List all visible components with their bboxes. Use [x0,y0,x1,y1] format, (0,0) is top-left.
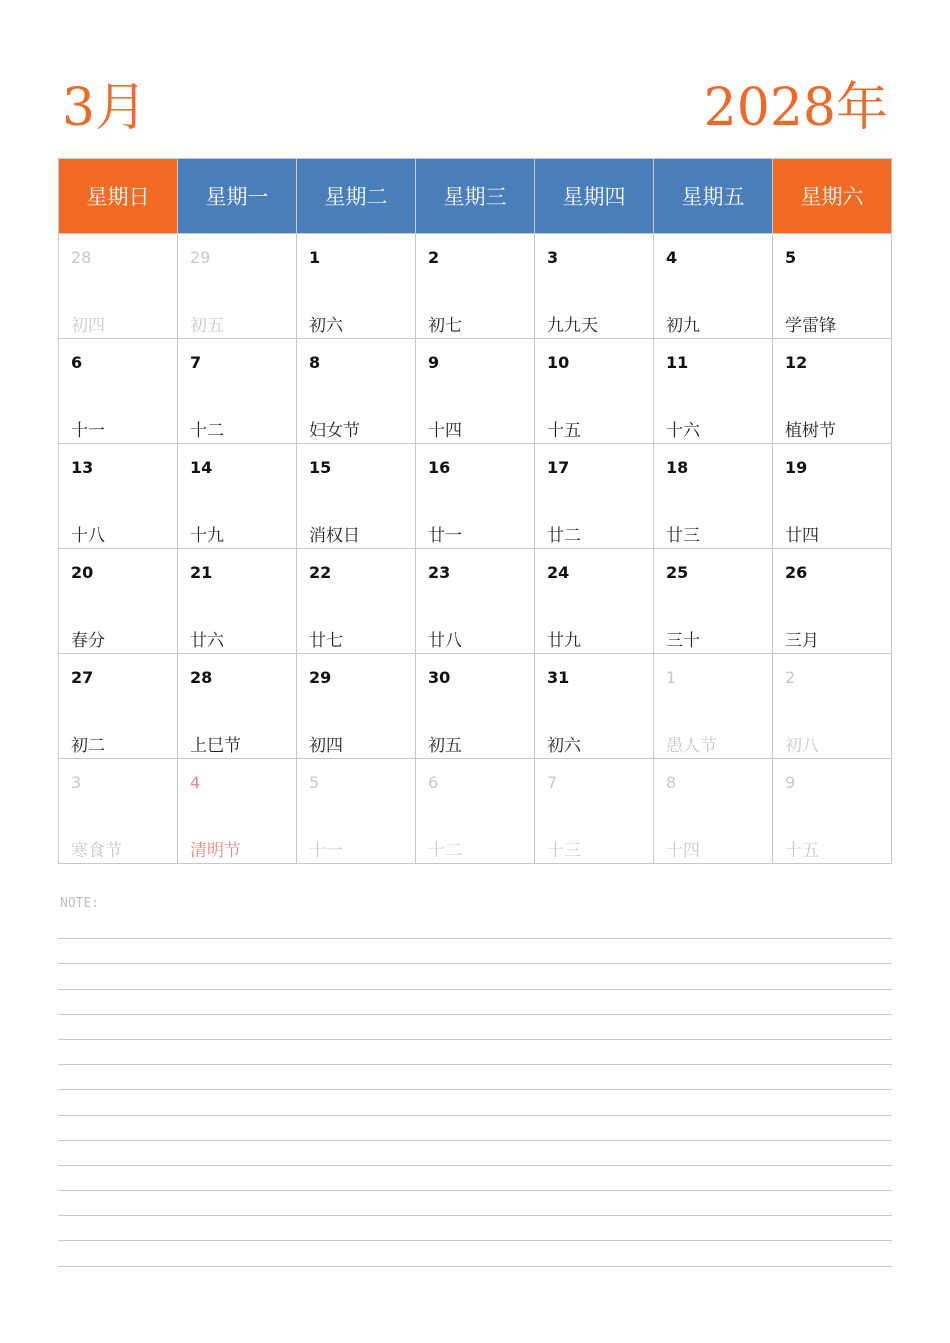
day-cell[interactable] [535,444,654,549]
day-number: 21 [190,563,213,582]
note-line [58,1191,892,1216]
day-cell[interactable] [59,759,178,864]
note-line [58,990,892,1015]
day-number: 16 [428,458,451,477]
day-number: 18 [666,458,689,477]
note-label: NOTE: [60,896,100,911]
day-cell[interactable] [178,339,297,444]
day-number: 10 [547,353,570,372]
day-cell[interactable] [416,444,535,549]
lunar-label: 初五 [190,316,224,336]
day-number: 4 [666,248,678,267]
lunar-label: 廿七 [309,631,343,651]
lunar-label: 清明节 [190,841,241,861]
lunar-label: 妇女节 [309,421,360,441]
day-number: 3 [71,773,82,792]
day-cell[interactable] [535,339,654,444]
day-number: 2 [785,668,796,687]
note-line [58,1065,892,1090]
note-line [58,1015,892,1040]
day-cell[interactable] [654,759,773,864]
day-cell[interactable] [178,549,297,654]
lunar-label: 上巳节 [190,736,241,756]
day-cell[interactable] [535,549,654,654]
day-cell[interactable] [654,339,773,444]
day-cell[interactable] [773,759,892,864]
week-row [59,444,893,549]
week-row [59,549,893,654]
day-number: 27 [71,668,94,687]
day-number: 26 [785,563,808,582]
lunar-label: 初九 [666,316,700,336]
day-number: 5 [309,773,320,792]
day-number: 29 [309,668,332,687]
lunar-label: 十九 [190,526,224,546]
lunar-label: 十八 [71,526,105,546]
day-cell[interactable] [654,654,773,759]
day-number: 22 [309,563,332,582]
weekday-header-fri: 星期五 [654,159,773,234]
lunar-label: 初五 [428,736,462,756]
day-number: 15 [309,458,332,477]
day-cell[interactable] [535,234,654,339]
day-cell[interactable] [416,549,535,654]
weekday-header-wed: 星期三 [416,159,535,234]
day-number: 20 [71,563,94,582]
note-lines [58,914,892,1267]
note-line [58,964,892,989]
lunar-label: 寒食节 [71,841,122,861]
day-number: 13 [71,458,94,477]
day-number: 23 [428,563,451,582]
lunar-label: 初六 [309,316,343,336]
day-number: 12 [785,353,808,372]
day-cell[interactable] [773,234,892,339]
day-number: 1 [666,668,677,687]
lunar-label: 初四 [309,736,343,756]
day-number: 9 [785,773,796,792]
note-line [58,939,892,964]
weekday-header-row [59,159,893,234]
lunar-label: 消权日 [309,526,360,546]
lunar-label: 初二 [71,736,105,756]
day-number: 30 [428,668,451,687]
day-cell[interactable] [59,654,178,759]
lunar-label: 十一 [71,421,105,441]
day-cell[interactable] [297,339,416,444]
note-line [58,1166,892,1191]
day-cell[interactable] [297,549,416,654]
day-cell[interactable] [654,234,773,339]
day-cell[interactable] [773,339,892,444]
weekday-header-mon: 星期一 [178,159,297,234]
day-number: 8 [666,773,677,792]
lunar-label: 三月 [785,631,819,651]
note-line [58,1040,892,1065]
day-number: 24 [547,563,570,582]
day-cell[interactable] [773,444,892,549]
note-line [58,914,892,939]
lunar-label: 春分 [71,631,105,651]
note-line [58,1241,892,1266]
day-number: 8 [309,353,321,372]
day-number: 5 [785,248,797,267]
week-row [59,234,893,339]
note-line [58,1116,892,1141]
day-cell[interactable] [416,234,535,339]
note-line [58,1141,892,1166]
day-cell[interactable] [297,444,416,549]
day-number: 25 [666,563,689,582]
day-number: 6 [428,773,439,792]
lunar-label: 廿一 [428,526,462,546]
day-number: 19 [785,458,808,477]
calendar-grid [58,158,893,864]
day-cell[interactable] [178,654,297,759]
day-number: 28 [71,248,92,267]
lunar-label: 三十 [666,631,700,651]
week-row [59,339,893,444]
lunar-label: 廿六 [190,631,224,651]
day-number: 11 [666,353,689,372]
day-number: 2 [428,248,440,267]
lunar-label: 廿四 [785,526,819,546]
lunar-label: 初四 [71,316,105,336]
day-cell[interactable] [773,654,892,759]
lunar-label: 初六 [547,736,581,756]
day-number: 7 [547,773,558,792]
lunar-label: 十四 [666,841,700,861]
note-line [58,1216,892,1241]
lunar-label: 十三 [547,841,581,861]
day-cell[interactable] [535,759,654,864]
weekday-header-sat: 星期六 [773,159,892,234]
day-number: 31 [547,668,570,687]
day-number: 28 [190,668,213,687]
lunar-label: 十二 [190,421,224,441]
lunar-label: 十一 [309,841,343,861]
day-cell[interactable] [773,549,892,654]
day-cell[interactable] [535,654,654,759]
day-number: 29 [190,248,211,267]
week-row [59,759,893,864]
lunar-label: 十四 [428,421,462,441]
lunar-label: 廿八 [428,631,462,651]
weekday-header-sun: 星期日 [59,159,178,234]
weekday-header-thu: 星期四 [535,159,654,234]
day-cell[interactable] [178,234,297,339]
lunar-label: 十五 [785,841,819,861]
day-number: 1 [309,248,321,267]
day-cell[interactable] [59,444,178,549]
lunar-label: 十五 [547,421,581,441]
day-cell[interactable] [59,339,178,444]
lunar-label: 廿九 [547,631,581,651]
day-number: 3 [547,248,559,267]
day-number: 14 [190,458,213,477]
day-cell[interactable] [416,654,535,759]
day-cell[interactable] [416,759,535,864]
lunar-label: 廿三 [666,526,700,546]
lunar-label: 植树节 [785,421,836,441]
week-row [59,654,893,759]
lunar-label: 廿二 [547,526,581,546]
weekday-header-tue: 星期二 [297,159,416,234]
day-cell[interactable] [178,759,297,864]
day-cell[interactable] [297,759,416,864]
lunar-label: 愚人节 [666,736,717,756]
day-cell[interactable] [297,654,416,759]
day-number: 4 [190,773,201,792]
day-number: 6 [71,353,83,372]
day-number: 9 [428,353,440,372]
note-line [58,1090,892,1115]
day-number: 17 [547,458,570,477]
lunar-label: 初七 [428,316,462,336]
day-cell[interactable] [59,549,178,654]
day-number: 7 [190,353,202,372]
lunar-label: 十六 [666,421,700,441]
lunar-label: 初八 [785,736,819,756]
year-title: 2028年 [703,78,888,138]
month-title: 3月 [62,78,148,138]
day-cell[interactable] [654,549,773,654]
lunar-label: 学雷锋 [785,316,836,336]
day-cell[interactable] [297,234,416,339]
day-cell[interactable] [59,234,178,339]
lunar-label: 九九天 [547,316,598,336]
day-cell[interactable] [654,444,773,549]
day-cell[interactable] [178,444,297,549]
day-cell[interactable] [416,339,535,444]
lunar-label: 十二 [428,841,462,861]
